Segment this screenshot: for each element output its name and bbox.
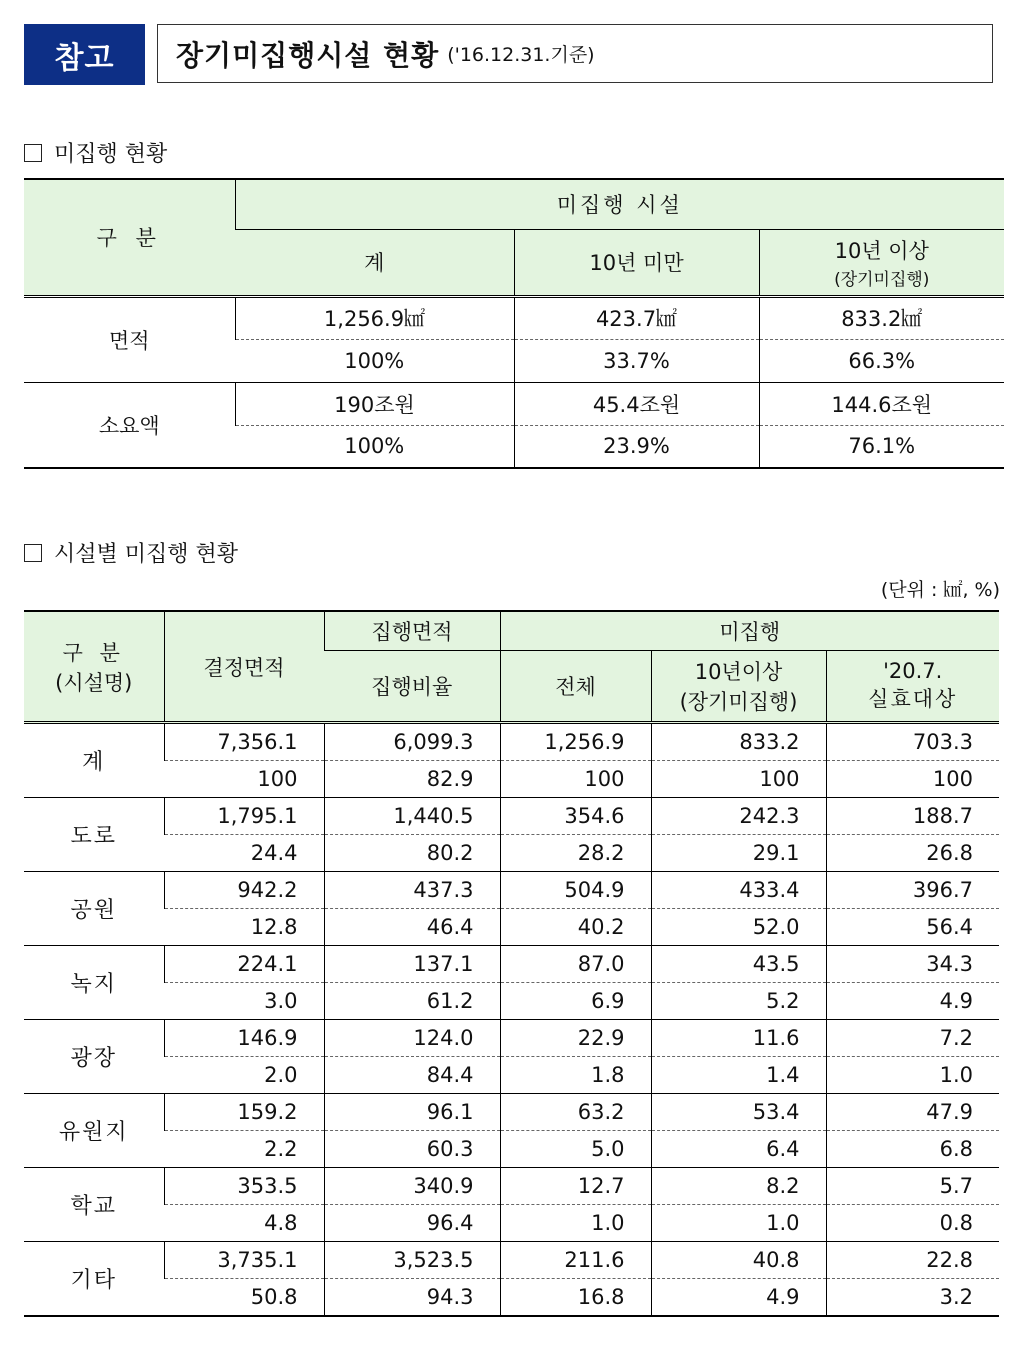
table-cell: 46.4: [324, 909, 500, 946]
table-cell: 23.9%: [514, 425, 759, 468]
header-total: 계: [235, 229, 514, 296]
square-bullet-icon: [24, 144, 42, 162]
table-cell: 1,440.5: [324, 798, 500, 835]
table-cell: 1.4: [651, 1057, 826, 1094]
table-cell: 242.3: [651, 798, 826, 835]
table-cell: 8.2: [651, 1168, 826, 1205]
table-cell: 61.2: [324, 983, 500, 1020]
facility-row-label: 도로: [24, 798, 164, 872]
table-cell: 100: [164, 761, 324, 798]
table-cell: 80.2: [324, 835, 500, 872]
table-cell: 22.9: [500, 1020, 651, 1057]
section2-title: 시설별 미집행 현황: [54, 542, 239, 567]
table-cell: 1,256.9: [500, 723, 651, 761]
table-cell: 100%: [235, 339, 514, 382]
header-gubun: 구 분: [24, 179, 235, 296]
table-cell: 29.1: [651, 835, 826, 872]
table-cell: 353.5: [164, 1168, 324, 1205]
table-cell: 84.4: [324, 1057, 500, 1094]
table-cell: 211.6: [500, 1242, 651, 1279]
table-cell: 137.1: [324, 946, 500, 983]
facility-row-label: 유원지: [24, 1094, 164, 1168]
header-under10: 10년 미만: [514, 229, 759, 296]
header-gubun-label: 구 분: [62, 640, 125, 665]
header-expire-sub: 실효대상: [868, 687, 958, 711]
table-cell: 3.2: [826, 1279, 999, 1317]
table-cell: 96.4: [324, 1205, 500, 1242]
table-cell: 100: [826, 761, 999, 798]
table-cell: 96.1: [324, 1094, 500, 1131]
section1-title: 미집행 현황: [54, 142, 168, 167]
table-cell: 43.5: [651, 946, 826, 983]
table-cell: 33.7%: [514, 339, 759, 382]
table-cell: 94.3: [324, 1279, 500, 1317]
header-unexec: 미집행: [500, 611, 999, 651]
table-cell: 34.3: [826, 946, 999, 983]
header-expire-label: '20.7.: [883, 659, 943, 683]
table-cell: 423.7㎢: [514, 296, 759, 339]
table-row: [24, 798, 999, 835]
table-cell: 5.7: [826, 1168, 999, 1205]
row-label-cost: 소요액: [98, 413, 160, 438]
title-box: [157, 24, 993, 83]
table-cell: 1.8: [500, 1057, 651, 1094]
table-cell: 504.9: [500, 872, 651, 909]
page-subtitle: ('16.12.31.기준): [447, 44, 595, 66]
table-cell: 833.2: [651, 723, 826, 761]
facility-row-label: 계: [24, 723, 164, 798]
table-cell: 146.9: [164, 1020, 324, 1057]
table-cell: 190조원: [235, 382, 514, 425]
table-cell: 159.2: [164, 1094, 324, 1131]
header-gubun-sub: (시설명): [55, 670, 133, 695]
table-row: [24, 872, 999, 909]
table-row: [24, 835, 999, 872]
table-cell: 340.9: [324, 1168, 500, 1205]
table-cell: 6.9: [500, 983, 651, 1020]
table-cell: 100: [500, 761, 651, 798]
reference-badge: 참고: [24, 24, 145, 85]
table-cell: 4.9: [651, 1279, 826, 1317]
table-cell: 3,523.5: [324, 1242, 500, 1279]
table-cell: 76.1%: [759, 425, 1004, 468]
table-cell: 47.9: [826, 1094, 999, 1131]
table-row: [24, 761, 999, 798]
facility-table: [24, 610, 999, 1317]
facility-row-label: 학교: [24, 1168, 164, 1242]
header-over10-sub: (장기미집행): [679, 690, 798, 714]
header-over10-label: 10년 이상: [834, 238, 929, 263]
header-expire: [826, 651, 999, 723]
table-cell: 52.0: [651, 909, 826, 946]
table-row: [24, 946, 999, 983]
table-cell: 188.7: [826, 798, 999, 835]
table-cell: 7.2: [826, 1020, 999, 1057]
table-cell: 66.3%: [759, 339, 1004, 382]
table-cell: 1.0: [500, 1205, 651, 1242]
table-row: [24, 1168, 999, 1205]
table-cell: 354.6: [500, 798, 651, 835]
table-cell: 82.9: [324, 761, 500, 798]
table-cell: 45.4조원: [514, 382, 759, 425]
facility-row-label: 녹지: [24, 946, 164, 1020]
table-cell: 4.8: [164, 1205, 324, 1242]
header-exec-ratio: 집행비율: [324, 651, 500, 723]
table-row: [24, 1279, 999, 1317]
table-row: [24, 983, 999, 1020]
table-cell: 833.2㎢: [759, 296, 1004, 339]
table-cell: 50.8: [250, 1285, 298, 1309]
table-cell: 12.7: [500, 1168, 651, 1205]
table-cell: 63.2: [500, 1094, 651, 1131]
table-cell: 4.9: [826, 983, 999, 1020]
table-cell: 100: [651, 761, 826, 798]
table-cell: 53.4: [651, 1094, 826, 1131]
table-row: [24, 909, 999, 946]
table-cell: 24.4: [164, 835, 324, 872]
table-cell: 5.2: [651, 983, 826, 1020]
table-cell: 6.4: [651, 1131, 826, 1168]
unit-label: (단위 : ㎢, %): [880, 579, 1000, 601]
section2-heading: [24, 537, 238, 568]
table-row: [24, 1205, 999, 1242]
table-cell: 124.0: [324, 1020, 500, 1057]
unexecuted-summary-table: [24, 178, 1004, 469]
table-cell: 26.8: [826, 835, 999, 872]
table-row: [24, 1057, 999, 1094]
table-row: [24, 1094, 999, 1131]
facility-row-label: 기타: [70, 1268, 117, 1293]
table-row: [24, 723, 999, 761]
table-cell: 28.2: [500, 835, 651, 872]
table-cell: 0.8: [826, 1205, 999, 1242]
table-cell: 3,735.1: [164, 1242, 324, 1279]
header-gubun: [24, 611, 164, 723]
header-exec-area: 집행면적: [324, 611, 500, 651]
header-group: 미집행 시설: [235, 179, 1004, 229]
table-cell: 100%: [344, 434, 405, 459]
table-cell: 396.7: [826, 872, 999, 909]
table-cell: 87.0: [500, 946, 651, 983]
page-title: 장기미집행시설 현황: [176, 38, 440, 72]
table-cell: 1.0: [826, 1057, 999, 1094]
table-cell: 60.3: [324, 1131, 500, 1168]
table-cell: 144.6조원: [759, 382, 1004, 425]
table-row: [24, 1242, 999, 1279]
table-cell: 433.4: [651, 872, 826, 909]
table-cell: 6,099.3: [324, 723, 500, 761]
table-cell: 22.8: [826, 1242, 999, 1279]
table-cell: 40.2: [500, 909, 651, 946]
table-cell: 3.0: [164, 983, 324, 1020]
table-cell: 5.0: [500, 1131, 651, 1168]
table-cell: 703.3: [826, 723, 999, 761]
table-cell: 1.0: [651, 1205, 826, 1242]
table-cell: 11.6: [651, 1020, 826, 1057]
header-all: 전체: [500, 651, 651, 723]
table-cell: 2.0: [164, 1057, 324, 1094]
table-cell: 1,795.1: [164, 798, 324, 835]
section1-heading: [24, 137, 167, 168]
facility-row-label: 광장: [24, 1020, 164, 1094]
table-cell: 12.8: [164, 909, 324, 946]
header-over10-label: 10년이상: [694, 660, 783, 684]
table-cell: 16.8: [500, 1279, 651, 1317]
table-cell: 56.4: [826, 909, 999, 946]
header-over10: [759, 229, 1004, 296]
table-row: [24, 1020, 999, 1057]
header-over10-sub: (장기미집행): [834, 269, 930, 290]
table-row: [24, 1131, 999, 1168]
table-cell: 942.2: [164, 872, 324, 909]
table-cell: 437.3: [324, 872, 500, 909]
table-cell: 224.1: [164, 946, 324, 983]
header-decided: 결정면적: [164, 611, 324, 723]
table-cell: 7,356.1: [164, 723, 324, 761]
table-cell: 6.8: [826, 1131, 999, 1168]
header-over10: [651, 651, 826, 723]
table-cell: 2.2: [164, 1131, 324, 1168]
row-label-area: 면적: [24, 296, 235, 382]
table-cell: 40.8: [651, 1242, 826, 1279]
facility-row-label: 공원: [24, 872, 164, 946]
square-bullet-icon: [24, 544, 42, 562]
table-cell: 1,256.9㎢: [235, 296, 514, 339]
